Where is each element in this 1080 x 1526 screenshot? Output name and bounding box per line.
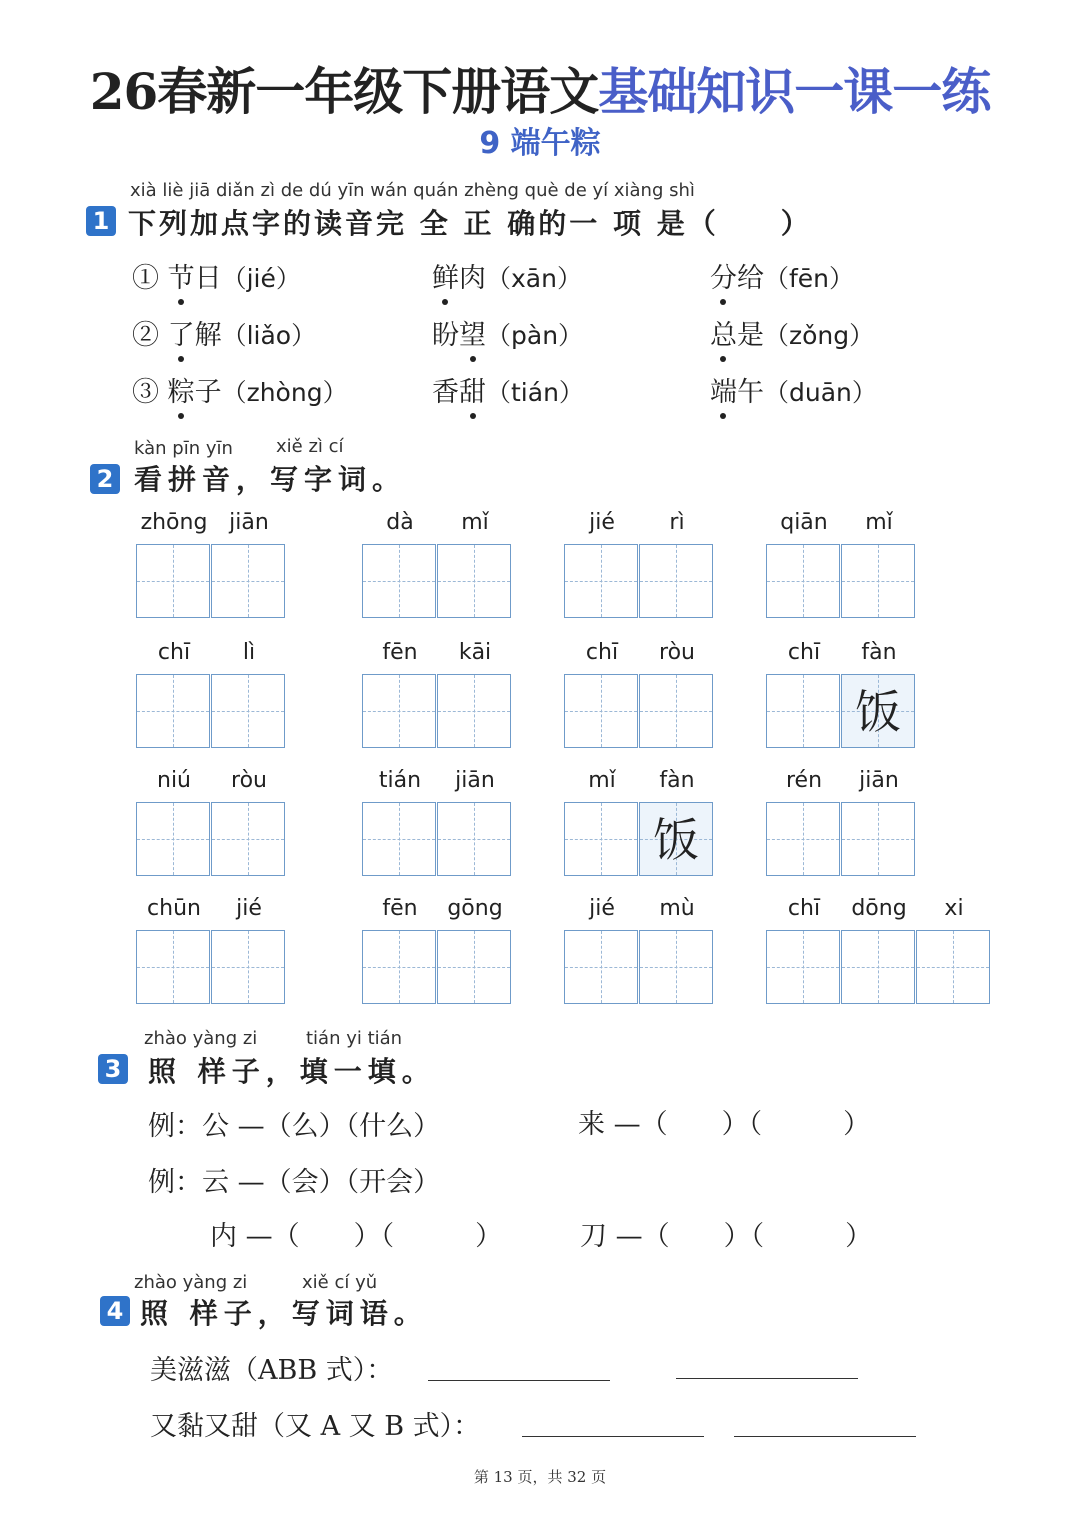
pinyin-label: jiān [859, 768, 899, 793]
writing-cell[interactable] [211, 930, 285, 1004]
writing-cell[interactable] [211, 674, 285, 748]
writing-cell[interactable] [211, 802, 285, 876]
q2-number: 2 [90, 464, 120, 494]
option-word: 粽子 [168, 377, 222, 408]
pinyin-label: jié [236, 896, 262, 921]
q4-pinyin-b: xiě cí yǔ [302, 1272, 378, 1293]
writing-cell[interactable] [564, 802, 638, 876]
writing-cell[interactable] [362, 802, 436, 876]
writing-cell[interactable] [639, 674, 713, 748]
writing-cell[interactable] [437, 930, 511, 1004]
writing-cell[interactable] [841, 544, 915, 618]
writing-cell[interactable] [639, 802, 713, 876]
writing-cell[interactable] [136, 674, 210, 748]
q4-number: 4 [100, 1296, 130, 1326]
writing-cell[interactable] [564, 930, 638, 1004]
writing-cell[interactable] [136, 930, 210, 1004]
q4-answer-line-4[interactable] [734, 1436, 916, 1437]
pinyin-label: mǐ [865, 510, 893, 535]
pinyin-label: rén [785, 768, 823, 793]
q3-question: 照 样子，填一填。 [148, 1055, 436, 1088]
emphasis-dot [470, 356, 476, 362]
pinyin-label: gōng [447, 896, 503, 921]
pinyin-label: chī [157, 640, 191, 665]
pinyin-label: zhōng [140, 510, 208, 535]
page-title [0, 52, 1080, 124]
emphasis-dot [178, 356, 184, 362]
writing-cell[interactable] [564, 674, 638, 748]
pinyin-label: fēn [382, 640, 418, 665]
emphasis-dot [720, 356, 726, 362]
q3-item-lai[interactable]: 来 —（ ）（ ） [578, 1109, 871, 1140]
pinyin-label: tián [378, 768, 422, 793]
option-pinyin: （zǒng） [764, 321, 875, 350]
q1-option [710, 370, 877, 409]
pinyin-label: chūn [147, 896, 201, 921]
writing-cell[interactable] [136, 802, 210, 876]
q1-option [432, 370, 584, 409]
pinyin-label: jiān [229, 510, 269, 535]
option-pinyin: （duān） [764, 378, 877, 407]
writing-cell[interactable] [211, 544, 285, 618]
pinyin-label: qiān [780, 510, 828, 535]
emphasis-dot [442, 299, 448, 305]
q3-example-1: 例：公 —（么）（什么） [148, 1111, 441, 1142]
writing-cell[interactable] [766, 674, 840, 748]
pinyin-label: chī [787, 896, 821, 921]
pinyin-label: mù [659, 896, 695, 921]
title-blue: 基础知识一课一练 [598, 62, 991, 121]
writing-cell[interactable] [362, 544, 436, 618]
writing-cell[interactable] [841, 930, 915, 1004]
writing-cell[interactable] [136, 544, 210, 618]
pinyin-label: ròu [659, 640, 695, 665]
q1-option [432, 256, 582, 295]
page-footer: 第 13 页，共 32 页 [473, 1468, 607, 1486]
writing-cell[interactable] [766, 930, 840, 1004]
q4-answer-line-3[interactable] [522, 1436, 704, 1437]
emphasis-dot [720, 413, 726, 419]
q3-example-2: 例：云 —（会）（开会） [148, 1167, 441, 1198]
option-word: 了解 [168, 320, 222, 351]
emphasis-dot [178, 299, 184, 305]
writing-cell[interactable] [564, 544, 638, 618]
writing-cell[interactable] [841, 674, 915, 748]
q1-option [710, 313, 874, 352]
q1-option [132, 313, 316, 352]
writing-cell[interactable] [437, 674, 511, 748]
option-index: ② [132, 320, 168, 351]
option-word: 节日 [168, 263, 222, 294]
cell-character: 饭 [653, 813, 699, 867]
writing-cell[interactable] [916, 930, 990, 1004]
pinyin-label: jié [589, 896, 615, 921]
option-pinyin: （zhòng） [221, 378, 348, 407]
writing-cell[interactable] [639, 544, 713, 618]
pinyin-label: lì [242, 640, 256, 665]
q1-option [132, 256, 301, 295]
title-black: 26春新一年级下册语文 [89, 62, 599, 121]
option-word: 总是 [710, 320, 764, 351]
pinyin-label: jiān [455, 768, 495, 793]
q3-number: 3 [98, 1054, 128, 1084]
emphasis-dot [178, 413, 184, 419]
q2-pinyin-a: kàn pīn yīn [134, 438, 233, 459]
option-pinyin: （fēn） [764, 264, 855, 293]
writing-cell[interactable] [639, 930, 713, 1004]
writing-cell[interactable] [766, 802, 840, 876]
pinyin-label: chī [787, 640, 821, 665]
writing-cell[interactable] [437, 544, 511, 618]
emphasis-dot [470, 413, 476, 419]
q1-option [132, 370, 348, 409]
q4-answer-line-1[interactable] [428, 1380, 610, 1381]
q2-pinyin-b: xiě zì cí [276, 436, 344, 457]
cell-character: 饭 [855, 685, 901, 739]
q2-question: 看拼音，写字词。 [134, 463, 407, 496]
q4-line-aab: 又黏又甜（又 A 又 B 式）： [150, 1411, 481, 1442]
pinyin-label: niú [157, 768, 191, 793]
writing-cell[interactable] [841, 802, 915, 876]
pinyin-label: chī [585, 640, 619, 665]
pinyin-label: xi [944, 896, 964, 921]
option-index: ① [132, 263, 168, 294]
q1-option [432, 313, 583, 352]
lesson-title: 9 端午粽 [479, 126, 601, 161]
writing-cell[interactable] [437, 802, 511, 876]
pinyin-label: dà [386, 510, 414, 535]
pinyin-label: mǐ [461, 510, 489, 535]
option-pinyin: （tián） [486, 378, 584, 407]
option-pinyin: （pàn） [486, 321, 584, 350]
pinyin-label: jié [589, 510, 615, 535]
q1-question: 下列加点字的读音完 全 正 确的一 项 是（ ） [128, 207, 812, 240]
q4-answer-line-2[interactable] [676, 1378, 858, 1379]
q4-pinyin-a: zhào yàng zi [134, 1272, 248, 1293]
pinyin-label: mǐ [588, 768, 616, 793]
pinyin-label: kāi [458, 640, 492, 665]
q4-line-abb: 美滋滋（ABB 式）： [150, 1355, 394, 1386]
q1-number: 1 [86, 206, 116, 236]
writing-cell[interactable] [362, 930, 436, 1004]
pinyin-label: dōng [851, 896, 907, 921]
option-word: 端午 [710, 377, 764, 408]
option-word: 鲜肉 [432, 263, 486, 294]
option-pinyin: （liǎo） [221, 321, 317, 350]
pinyin-label: fàn [659, 768, 695, 793]
q4-question: 照 样子，写词语。 [140, 1297, 428, 1330]
writing-cell[interactable] [766, 544, 840, 618]
q1-pinyin: xià liè jiā diǎn zì de dú yīn wán quán zhèng què de yí xiàng shì [130, 180, 695, 201]
option-index: ③ [132, 377, 168, 408]
pinyin-label: fàn [861, 640, 897, 665]
option-pinyin: （xān） [486, 264, 582, 293]
option-pinyin: （jié） [221, 264, 301, 293]
q3-pinyin-b: tián yi tián [306, 1028, 403, 1049]
q3-item-nei[interactable]: 内 —（ ）（ ） [210, 1221, 503, 1252]
pinyin-label: fēn [382, 896, 418, 921]
pinyin-label: rì [669, 510, 685, 535]
option-word: 分给 [710, 263, 764, 294]
emphasis-dot [720, 299, 726, 305]
pinyin-label: ròu [231, 768, 267, 793]
q3-item-dao[interactable]: 刀 —（ ）（ ） [580, 1221, 873, 1252]
q1-option [710, 256, 854, 295]
q3-pinyin-a: zhào yàng zi [144, 1028, 258, 1049]
writing-cell[interactable] [362, 674, 436, 748]
option-word: 香甜 [432, 377, 486, 408]
option-word: 盼望 [432, 320, 486, 351]
